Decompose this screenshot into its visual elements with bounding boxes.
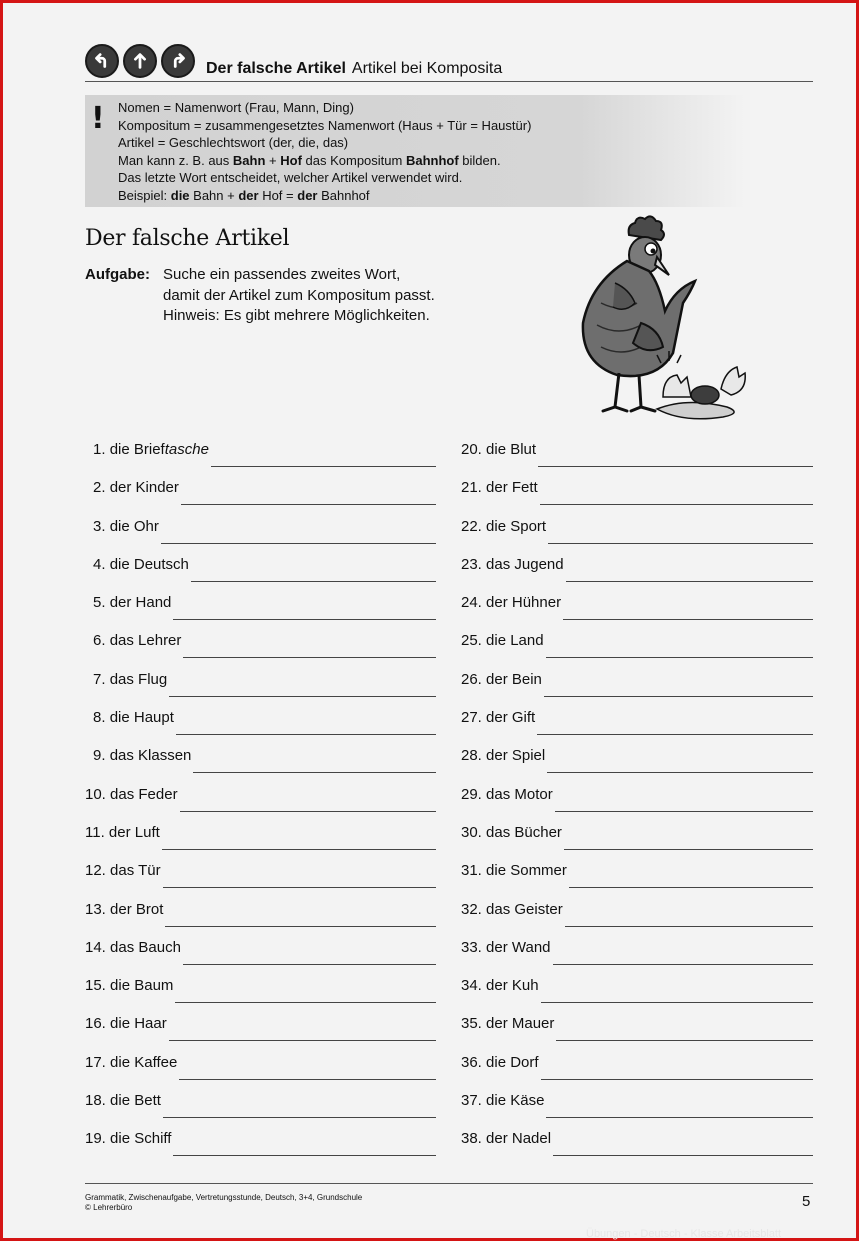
exercise-number: 13.	[85, 900, 106, 918]
info-line-2: Kompositum = zusammengesetztes Namenwort (Haus + Tür = Haustür)	[118, 117, 532, 133]
exercise-number: 31.	[461, 862, 482, 880]
header-subtitle: Artikel bei Komposita	[351, 60, 503, 77]
exercise-word: das Lehrer	[109, 632, 182, 650]
exercise-row-5	[85, 594, 436, 632]
exercise-number: 11.	[85, 823, 105, 841]
answer-line[interactable]	[569, 862, 813, 888]
exercise-number: 8.	[93, 709, 106, 727]
info-line-6	[118, 187, 531, 205]
header-title-line	[206, 60, 502, 78]
exercise-number: 30.	[461, 823, 482, 841]
info-bold: die	[170, 187, 190, 203]
exercise-word: das Geister	[486, 900, 563, 918]
answer-line[interactable]	[169, 1015, 436, 1041]
answer-line[interactable]	[564, 824, 813, 850]
exercise-row-27	[461, 709, 813, 747]
info-line-5: Das letzte Wort entscheidet, welcher Artikel verwendet wird.	[118, 170, 463, 186]
exercise-number: 3.	[93, 517, 106, 535]
exercise-column-right	[461, 441, 813, 1169]
exercise-word: der Hand	[109, 594, 172, 612]
exercise-word: die Haar	[110, 1015, 167, 1033]
answer-line[interactable]	[541, 977, 813, 1003]
exercise-number: 7.	[93, 670, 106, 688]
exercise-number: 10.	[85, 785, 106, 803]
exercise-row-18	[85, 1092, 436, 1130]
exercise-row-7	[85, 671, 436, 709]
exercise-word: der Kuh	[486, 977, 539, 995]
exercise-number: 6.	[93, 632, 106, 650]
exercise-number: 37.	[461, 1092, 482, 1110]
exercise-number: 19.	[85, 1130, 106, 1148]
answer-line[interactable]	[173, 1130, 436, 1156]
exercise-word: der Gift	[486, 709, 536, 727]
exercise-number: 12.	[85, 862, 106, 880]
answer-line[interactable]	[546, 632, 813, 658]
exercise-row-35	[461, 1015, 813, 1053]
exercise-row-29	[461, 786, 813, 824]
answer-line[interactable]	[553, 1130, 813, 1156]
exercise-word: der Bein	[486, 670, 542, 688]
info-bold: Bahn	[232, 152, 266, 168]
exercise-word: die Baum	[110, 977, 174, 995]
exclamation-icon: !	[91, 101, 105, 136]
exercise-row-20	[461, 441, 813, 479]
exercise-row-17	[85, 1054, 436, 1092]
info-text: +	[265, 152, 281, 168]
task-label: Aufgabe:	[85, 266, 150, 283]
answer-line[interactable]	[541, 1054, 813, 1080]
exercise-word: die Haupt	[109, 709, 174, 727]
exercise-row-15	[85, 977, 436, 1015]
exercise-row-26	[461, 671, 813, 709]
answer-line[interactable]	[546, 1092, 813, 1118]
exercise-column-left	[85, 441, 436, 1169]
info-line-4	[118, 152, 531, 170]
exercise-word: das Flug	[109, 670, 168, 688]
answer-line[interactable]	[179, 1054, 436, 1080]
exercise-number: 9.	[93, 747, 106, 765]
exercise-row-19	[85, 1130, 436, 1168]
info-text: bilden.	[458, 152, 501, 168]
exercise-number: 18.	[85, 1092, 106, 1110]
exercise-word: der Luft	[108, 823, 160, 841]
exercise-number: 27.	[461, 709, 482, 727]
answer-line[interactable]	[555, 786, 813, 812]
exercise-number: 4.	[93, 555, 106, 573]
footer-divider	[85, 1183, 813, 1184]
info-lines	[118, 99, 531, 205]
exercise-word: der Hühner	[486, 594, 562, 612]
exercise-row-10	[85, 786, 436, 824]
answer-line[interactable]	[181, 479, 436, 505]
exercise-word: die Land	[486, 632, 544, 650]
exercise-row-22	[461, 518, 813, 556]
info-line-3: Artikel = Geschlechtswort (der, die, das)	[118, 135, 349, 151]
exercise-row-28	[461, 747, 813, 785]
answer-line[interactable]	[553, 939, 813, 965]
info-text: Man kann z. B. aus	[118, 152, 233, 168]
exercise-row-36	[461, 1054, 813, 1092]
exercise-row-9	[85, 747, 436, 785]
up-arrow-icon	[129, 50, 151, 72]
exercise-number: 5.	[93, 594, 106, 612]
info-text: Bahnhof	[317, 187, 370, 203]
exercise-number: 29.	[461, 785, 482, 803]
exercise-word: das Klassen	[109, 747, 192, 765]
exercise-row-31	[461, 862, 813, 900]
exercise-word: die Bett	[110, 1092, 161, 1110]
answer-line[interactable]	[183, 632, 436, 658]
answer-line[interactable]	[162, 824, 436, 850]
answer-line[interactable]	[538, 441, 813, 467]
exercise-row-1	[85, 441, 436, 479]
answer-line[interactable]	[183, 939, 436, 965]
info-text: Beispiel:	[118, 187, 171, 203]
hen-illustration	[571, 213, 761, 423]
back-arrow-button[interactable]	[85, 44, 119, 78]
exercise-row-30	[461, 824, 813, 862]
answer-line[interactable]	[544, 671, 813, 697]
exercise-word: die Käse	[486, 1092, 545, 1110]
exercise-row-2	[85, 479, 436, 517]
info-bold: der	[238, 187, 259, 203]
exercise-prefix	[110, 441, 209, 458]
exercise-number: 16.	[85, 1015, 106, 1033]
exercise-number: 1.	[93, 441, 106, 458]
exercise-row-12	[85, 862, 436, 900]
exercise-row-21	[461, 479, 813, 517]
exercise-word: das Bücher	[486, 823, 562, 841]
answer-line[interactable]	[193, 747, 436, 773]
info-text: das Kompositum	[301, 152, 406, 168]
answer-line[interactable]	[566, 556, 813, 582]
exercise-row-24	[461, 594, 813, 632]
exercise-number: 32.	[461, 900, 482, 918]
exercise-number: 25.	[461, 632, 482, 650]
answer-line[interactable]	[169, 671, 436, 697]
answer-line[interactable]	[556, 1015, 813, 1041]
answer-line[interactable]	[191, 556, 436, 582]
exercise-number: 35.	[461, 1015, 482, 1033]
exercise-word: die Schiff	[110, 1130, 172, 1148]
up-arrow-button[interactable]	[123, 44, 157, 78]
task-line-3: Hinweis: Es gibt mehrere Möglichkeiten.	[163, 307, 430, 324]
info-bold: Bahnhof	[405, 152, 459, 168]
footer-keywords: Grammatik, Zwischenaufgabe, Vertretungsstunde, Deutsch, 3+4, Grundschule	[85, 1193, 363, 1202]
exercise-row-25	[461, 632, 813, 670]
exercise-number: 38.	[461, 1130, 482, 1148]
exercise-word: die Deutsch	[109, 555, 189, 573]
exercise-number: 14.	[85, 938, 106, 956]
exercise-number: 22.	[461, 517, 482, 535]
exercise-word: der Mauer	[486, 1015, 555, 1033]
answer-line[interactable]	[211, 441, 436, 467]
answer-line[interactable]	[163, 1092, 436, 1118]
exercise-word: der Spiel	[486, 747, 546, 765]
task-title: Der falsche Artikel	[85, 226, 290, 251]
exercise-number: 21.	[461, 479, 482, 497]
answer-line[interactable]	[175, 977, 436, 1003]
answer-line[interactable]	[537, 709, 813, 735]
exercise-row-8	[85, 709, 436, 747]
exercise-row-4	[85, 556, 436, 594]
exercise-word: das Tür	[110, 862, 161, 880]
exercise-number: 15.	[85, 977, 106, 995]
answer-line[interactable]	[173, 594, 436, 620]
exercise-word: der Wand	[486, 938, 551, 956]
footer-copyright: © Lehrerbüro	[85, 1203, 133, 1212]
answer-line[interactable]	[161, 518, 436, 544]
answer-line[interactable]	[180, 786, 436, 812]
exercise-number: 17.	[85, 1053, 106, 1071]
exercise-word: die Sport	[486, 517, 547, 535]
info-bold: Hof	[280, 152, 302, 168]
info-bold: der	[297, 187, 318, 203]
info-box	[85, 95, 745, 207]
exercise-word: die Sommer	[486, 862, 567, 880]
exercise-word: der Nadel	[486, 1130, 552, 1148]
task-text	[163, 265, 435, 327]
exercise-word: die Ohr	[109, 517, 159, 535]
exercise-row-16	[85, 1015, 436, 1053]
info-line-1: Nomen = Namenwort (Frau, Mann, Ding)	[118, 100, 354, 115]
task-line-1: Suche ein passendes zweites Wort,	[163, 266, 401, 283]
exercise-word: der Brot	[110, 900, 164, 918]
exercise-word: das Feder	[110, 785, 178, 803]
answer-line[interactable]	[563, 594, 813, 620]
answer-line[interactable]	[163, 862, 436, 888]
header-divider	[85, 81, 813, 82]
exercise-number: 28.	[461, 747, 482, 765]
exercise-row-13	[85, 901, 436, 939]
exercise-number: 26.	[461, 670, 482, 688]
answer-line[interactable]	[548, 518, 813, 544]
example-answer: tasche	[164, 441, 209, 458]
exercise-row-38	[461, 1130, 813, 1168]
exercise-row-33	[461, 939, 813, 977]
forward-arrow-button[interactable]	[161, 44, 195, 78]
navigation-buttons	[85, 44, 195, 78]
answer-line[interactable]	[547, 747, 813, 773]
exercise-row-23	[461, 556, 813, 594]
exercise-word: das Motor	[486, 785, 553, 803]
forward-arrow-icon	[167, 50, 189, 72]
exercise-row-6	[85, 632, 436, 670]
task-line-2: damit der Artikel zum Kompositum passt.	[163, 286, 435, 304]
answer-line[interactable]	[565, 901, 813, 927]
exercise-word: das Bauch	[110, 938, 181, 956]
exercise-number: 20.	[461, 441, 482, 458]
back-arrow-icon	[91, 50, 113, 72]
exercise-number: 2.	[93, 479, 106, 497]
page-number: 5	[802, 1193, 811, 1210]
exercise-word: die Kaffee	[110, 1053, 178, 1071]
exercise-word: die Brief	[109, 441, 165, 458]
exercise-number: 34.	[461, 977, 482, 995]
answer-line[interactable]	[540, 479, 813, 505]
exercise-word: der Kinder	[109, 479, 179, 497]
exercise-number: 24.	[461, 594, 482, 612]
info-text: Hof =	[258, 187, 298, 203]
answer-line[interactable]	[165, 901, 436, 927]
header-title: Der falsche Artikel	[206, 60, 346, 77]
exercise-row-37	[461, 1092, 813, 1130]
exercise-word: das Jugend	[486, 555, 564, 573]
footer-text	[85, 1193, 362, 1213]
exercise-word: die Blut	[486, 441, 537, 458]
exercise-number: 23.	[461, 555, 482, 573]
exercise-row-3	[85, 518, 436, 556]
exercise-word: der Fett	[486, 479, 538, 497]
exercise-row-32	[461, 901, 813, 939]
exercise-number: 36.	[461, 1053, 482, 1071]
exercise-row-11	[85, 824, 436, 862]
info-text: Bahn +	[189, 187, 239, 203]
exercise-word: die Dorf	[486, 1053, 539, 1071]
exercise-row-14	[85, 939, 436, 977]
exercise-number: 33.	[461, 938, 482, 956]
answer-line[interactable]	[176, 709, 436, 735]
watermark: Übungen - Deutsch - Klasse Arbeitsblatt	[586, 1228, 782, 1240]
exercise-row-34	[461, 977, 813, 1015]
